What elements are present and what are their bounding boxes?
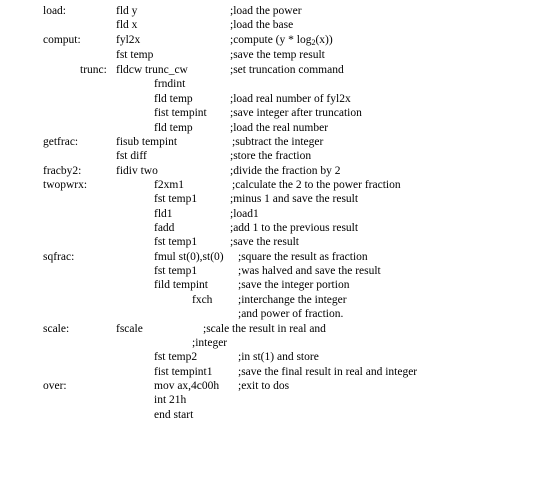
code-comment: ;calculate the 2 to the power fraction	[232, 179, 401, 191]
code-instruction: fst diff	[116, 150, 147, 162]
code-comment: ;divide the fraction by 2	[230, 165, 341, 177]
code-comment: ;load the base	[230, 19, 294, 31]
code-instruction: fld x	[116, 19, 138, 31]
code-comment: ;load real number of fyl2x	[230, 93, 351, 105]
code-instruction: fxch	[192, 294, 213, 306]
code-instruction: fst temp1	[154, 236, 198, 248]
code-instruction: int 21h	[154, 394, 187, 406]
code-comment: ;exit to dos	[238, 380, 290, 392]
code-instruction: fild tempint	[154, 279, 208, 291]
code-comment: ;was halved and save the result	[238, 265, 381, 277]
code-label: twopwrx:	[43, 179, 88, 191]
code-instruction: fadd	[154, 222, 175, 234]
code-comment: ;in st(1) and store	[238, 351, 319, 363]
code-comment: ;minus 1 and save the result	[230, 193, 359, 205]
code-label: comput:	[43, 34, 81, 46]
code-instruction: fyl2x	[116, 34, 141, 46]
code-comment: ;compute $(y * \log_2(x))$	[230, 34, 333, 47]
code-instruction: fldcw trunc_cw	[116, 64, 188, 76]
code-instruction: fld y	[116, 5, 138, 17]
code-instruction: fld temp	[154, 122, 193, 134]
code-instruction: fst temp1	[154, 193, 198, 205]
code-instruction: mov ax,4c00h	[154, 380, 220, 392]
code-label: trunc:	[80, 64, 107, 76]
code-label: load:	[43, 5, 66, 17]
code-instruction: fld1	[154, 208, 173, 220]
code-comment: ;save the result	[230, 236, 299, 248]
code-instruction: end start	[154, 409, 194, 421]
code-comment: ;store the fraction	[230, 150, 312, 162]
code-instruction: fst temp2	[154, 351, 198, 363]
code-comment: ;square the result as fraction	[238, 251, 368, 263]
code-comment: ;save the integer portion	[238, 279, 350, 291]
code-instruction: fscale	[116, 323, 143, 335]
code-comment: ;load the power	[230, 5, 302, 17]
code-instruction: fist tempint	[154, 107, 207, 119]
code-comment: ;subtract the integer	[232, 136, 324, 148]
code-instruction: fst temp	[116, 49, 154, 61]
code-instruction: frndint	[154, 78, 186, 90]
code-comment: ;save the temp result	[230, 49, 325, 61]
code-comment: ;load the real number	[230, 122, 329, 134]
code-comment: ;save integer after truncation	[230, 107, 362, 119]
code-instruction: fisub tempint	[116, 136, 178, 148]
code-comment: ;save the final result in real and integer	[238, 366, 418, 378]
code-instruction: fmul st(0),st(0)	[154, 251, 224, 263]
code-label: over:	[43, 380, 67, 392]
code-instruction: fist tempint1	[154, 366, 213, 378]
code-comment: ;integer	[192, 337, 228, 349]
code-comment: ;load1	[230, 208, 259, 220]
code-instruction: f2xm1	[154, 179, 185, 191]
code-instruction: fidiv two	[116, 165, 158, 177]
code-label: fracby2:	[43, 165, 82, 177]
code-instruction: fld temp	[154, 93, 193, 105]
code-comment: ;and power of fraction.	[238, 308, 344, 320]
code-label: sqfrac:	[43, 251, 75, 263]
code-comment: ;interchange the integer	[238, 294, 347, 306]
code-comment: ;add 1 to the previous result	[230, 222, 359, 234]
code-label: scale:	[43, 323, 70, 335]
code-comment: ;scale the result in real and	[203, 323, 326, 335]
code-instruction: fst temp1	[154, 265, 198, 277]
code-comment: ;set truncation command	[230, 64, 344, 76]
code-label: getfrac:	[43, 136, 79, 148]
